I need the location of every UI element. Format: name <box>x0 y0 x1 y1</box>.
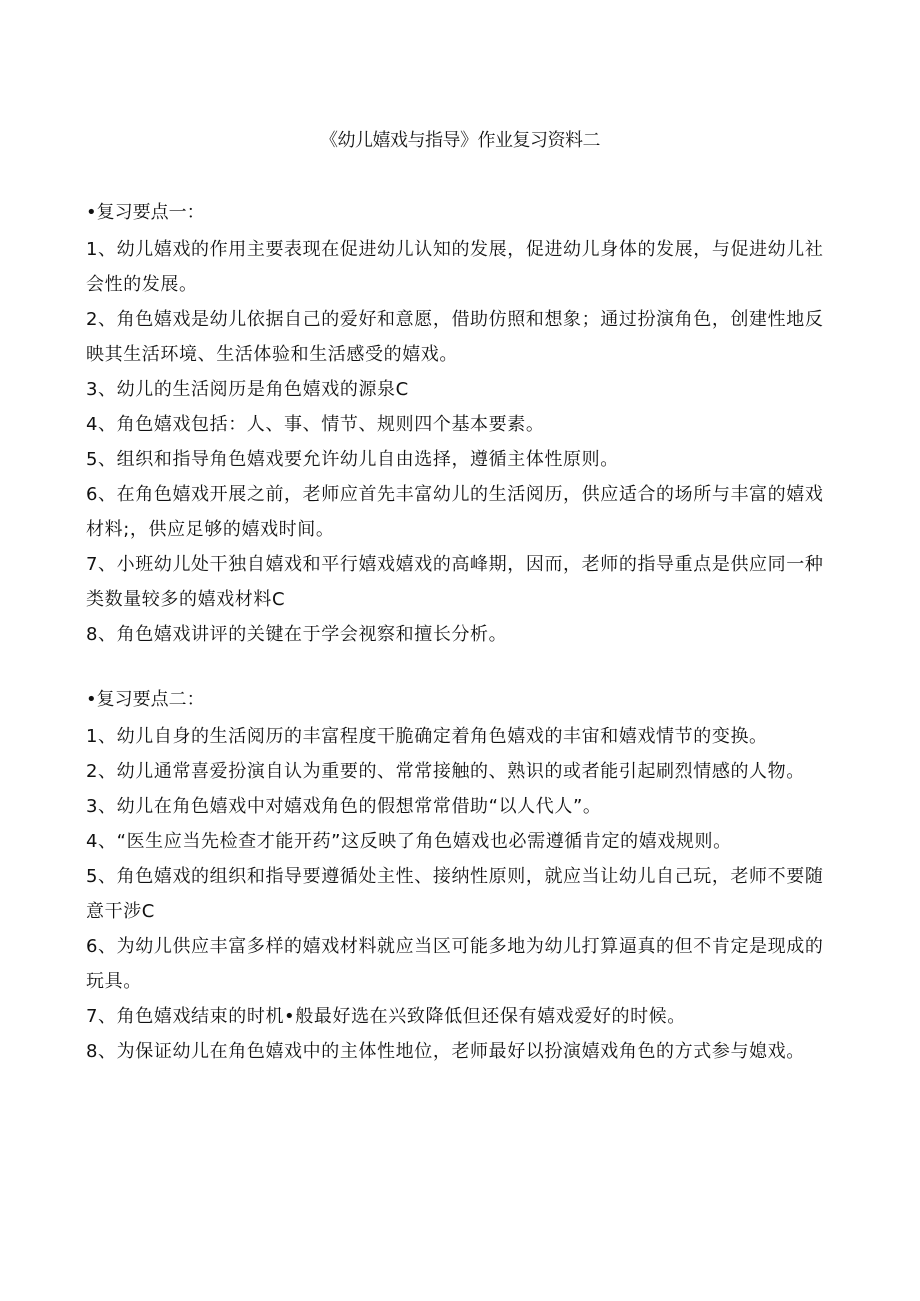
review-item: 7、角色嬉戏结束的时机•般最好选在兴致降低但还保有嬉戏爱好的时候。 <box>86 1006 686 1027</box>
review-item: 5、组织和指导角色嬉戏要允许幼儿自由选择，遵循主体性原则。 <box>86 449 619 470</box>
review-item: 4、“医生应当先检查才能开药”这反映了角色嬉戏也必需遵循肯定的嬉戏规则。 <box>86 831 732 852</box>
review-section-2 <box>86 685 828 1069</box>
review-item: 2、角色嬉戏是幼儿依据自己的爱好和意愿，借助仿照和想象；通过扮演角色，创建性地反映其生活环境、生活体验和生活感受的嬉戏。 <box>86 309 824 365</box>
review-item: 1、幼儿自身的生活阅历的丰富程度干脆确定着角色嬉戏的丰宙和嬉戏情节的变换。 <box>86 726 768 747</box>
review-item: 2、幼儿通常喜爱扮演自认为重要的、常常接触的、熟识的或者能引起刷烈情感的人物。 <box>86 761 805 782</box>
review-item: 6、在角色嬉戏开展之前，老师应首先丰富幼儿的生活阅历，供应适合的场所与丰富的嬉戏材料;，供应足够的嬉戏时间。 <box>86 484 824 540</box>
section-heading: •复习要点二： <box>86 689 205 710</box>
document-title: 《幼儿嬉戏与指导》作业复习资料二 <box>320 130 600 151</box>
review-item: 1、幼儿嬉戏的作用主要表现在促进幼儿认知的发展，促进幼儿身体的发展，与促进幼儿社会性的发展。 <box>86 239 824 295</box>
review-item: 5、角色嬉戏的组织和指导要遵循处主性、接纳性原则，就应当让幼儿自己玩，老师不要随意干涉C <box>86 866 824 922</box>
review-item: 8、角色嬉戏讲评的关键在于学会视察和擅长分析。 <box>86 624 508 645</box>
review-item: 3、幼儿的生活阅历是角色嬉戏的源泉C <box>86 379 409 400</box>
review-section-1 <box>86 198 828 652</box>
review-item: 7、小班幼儿处干独自嬉戏和平行嬉戏嬉戏的高峰期，因而，老师的指导重点是供应同一种类数量较多的嬉戏材料C <box>86 554 824 610</box>
review-item: 3、幼儿在角色嬉戏中对嬉戏角色的假想常常借助“以人代人”。 <box>86 796 602 817</box>
review-item: 8、为保证幼儿在角色嬉戏中的主体性地位，老师最好以扮演嬉戏角色的方式参与媳戏。 <box>86 1041 805 1062</box>
review-item: 4、角色嬉戏包括：人、事、情节、规则四个基本要素。 <box>86 414 545 435</box>
review-item: 6、为幼儿供应丰富多样的嬉戏材料就应当区可能多地为幼儿打算逼真的但不肯定是现成的玩具。 <box>86 936 824 992</box>
section-heading: •复习要点一： <box>86 202 205 223</box>
